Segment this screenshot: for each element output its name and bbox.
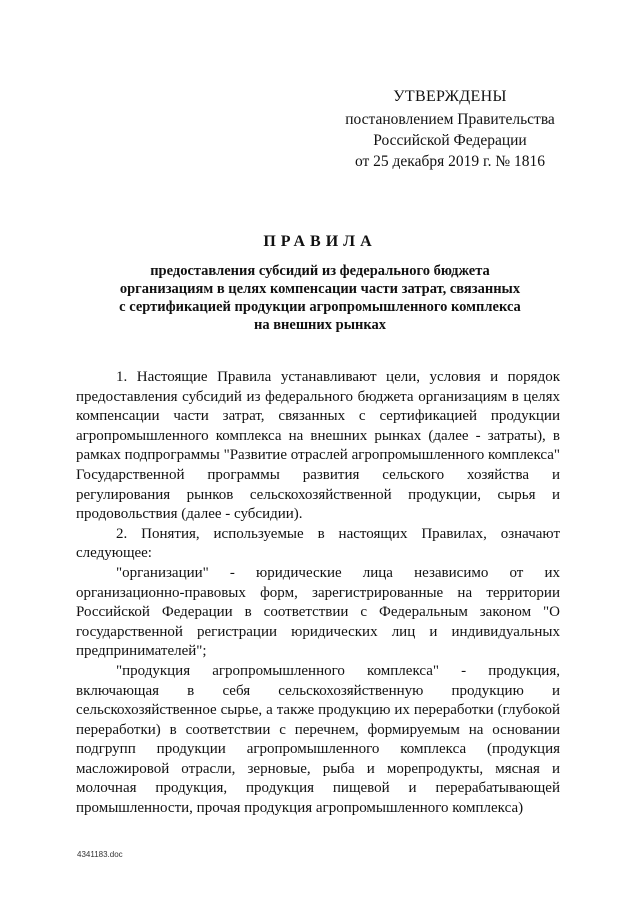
subtitle-line: с сертификацией продукции агропромышленного комплекса — [119, 299, 521, 315]
document-subtitle — [80, 262, 560, 334]
approval-heading: УТВЕРЖДЕНЫ — [393, 88, 507, 105]
subtitle-line: организациям в целях компенсации части затрат, связанных — [119, 281, 521, 297]
paragraph: 2. Понятия, используемые в настоящих Правилах, означают следующее: — [76, 525, 560, 562]
subtitle-line: на внешних рынках — [253, 317, 387, 333]
paragraph: "организации" - юридические лица независимо от их организационно-правовых форм, зарегистрированные на территории Российской Федерации в соответствии с Федеральным законом "О государственной регистрации юридических лиц и индивидуальных предпринимателей"; — [76, 564, 560, 660]
paragraph: 1. Настоящие Правила устанавливают цели, условия и порядок предоставления субсидий из федерального бюджета организациям в целях компенсации части затрат, связанных с сертификацией продукции агропромышленного комплекса на внешних рынках (далее - затраты), в рамках подпрограммы "Развитие отраслей агропромышленного комплекса" Государственной программы развития сельского хозяйства и регулирования рынков сельскохозяйственной продукции, сырья и продовольствия (далее - субсидии). — [76, 369, 560, 523]
approval-line: Российской Федерации — [373, 132, 527, 149]
approval-date-line: от 25 декабря 2019 г. № 1816 — [354, 153, 546, 170]
approval-block — [340, 86, 560, 172]
file-name-footer: 4341183.doc — [77, 850, 123, 859]
document-title: ПРАВИЛА — [263, 233, 377, 250]
paragraph: "продукция агропромышленного комплекса" - продукция, включающая в себя сельскохозяйственную продукцию и сельскохозяйственное сырье, а также продукцию их переработки (глубокой переработки) в соответствии с перечнем, формируемым на основании подгрупп продукции агропромышленного комплекса (продукция масложировой отрасли, зерновые, рыба и морепродукты, мясная и молочная продукция, продукция пищевой и перерабатывающей промышленности, прочая продукция агропромышленного комплекса) — [76, 662, 560, 817]
subtitle-line: предоставления субсидий из федерального бюджета — [150, 263, 490, 279]
document-body — [76, 368, 560, 819]
approval-line: постановлением Правительства — [345, 111, 555, 128]
